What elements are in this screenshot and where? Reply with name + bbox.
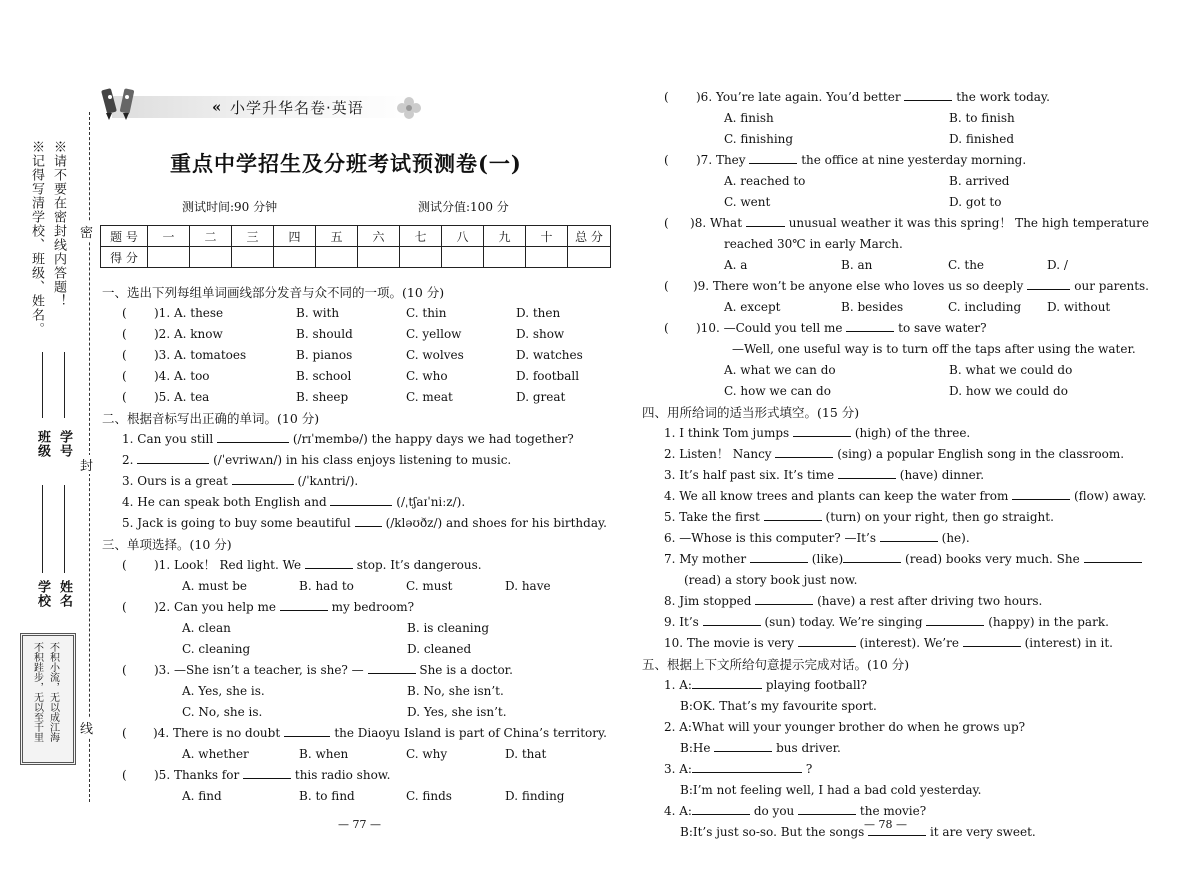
- answer-paren: (: [122, 348, 127, 362]
- question-text: )5. Thanks for: [154, 768, 240, 782]
- question-text: 2. Listen！ Nancy: [664, 447, 772, 461]
- question-text: 2.: [122, 453, 134, 467]
- section-1-list: [102, 303, 607, 408]
- field-line: [42, 352, 43, 418]
- question-text: (/rɪˈmembə/) the happy days we had together?: [292, 432, 574, 446]
- test-score: 测试分值:100 分: [418, 200, 509, 214]
- score-cell: 六: [358, 226, 400, 247]
- question-text: 4. We all know trees and plants can keep the water from: [664, 489, 1009, 503]
- answer-blank[interactable]: [846, 319, 894, 332]
- answer-blank[interactable]: [714, 739, 772, 752]
- score-input-cell[interactable]: [400, 247, 442, 268]
- field-number-label: 学号: [56, 430, 72, 458]
- mc-options: [182, 639, 607, 660]
- answer-paren[interactable]: (: [122, 600, 127, 614]
- answer-blank[interactable]: [798, 802, 856, 815]
- question-text: (turn) on your right, then go straight.: [825, 510, 1054, 524]
- score-input-cell[interactable]: [190, 247, 232, 268]
- dialogue-line-b: [680, 738, 1149, 759]
- answer-blank[interactable]: [330, 493, 392, 506]
- option-c: C. meat: [406, 390, 453, 404]
- question-text: this radio show.: [294, 768, 391, 782]
- option-c: C. the: [948, 258, 985, 272]
- section-4-item: [664, 465, 1149, 486]
- dialogue-text: ?: [805, 762, 813, 776]
- pencil-mascot-icon: [98, 86, 142, 122]
- section-5-title: 五、根据上下文所给句意提示完成对话。(10 分): [642, 657, 910, 672]
- score-input-cell[interactable]: [274, 247, 316, 268]
- seal-char-mi: 密: [80, 222, 93, 241]
- option-c: C. thin: [406, 306, 447, 320]
- dialogue-text: 4. A:: [664, 804, 692, 818]
- dialogue-text: 1. A:: [664, 678, 692, 692]
- dialogue-line-b: [680, 696, 1149, 717]
- score-cell: 八: [442, 226, 484, 247]
- question-text: 1. Can you still: [122, 432, 214, 446]
- mc-options: [724, 360, 1149, 381]
- section-4-item-10: 10. The movie is very (interest). We’re (interest) in it.: [664, 636, 1113, 650]
- question-text: (/ˈevriwʌn/) in his class enjoys listening to music.: [213, 453, 512, 467]
- field-line: [64, 485, 65, 573]
- score-cell: 五: [316, 226, 358, 247]
- section-3-list-continued: [644, 87, 1149, 402]
- section-2-item: [122, 492, 607, 513]
- mc-options: [182, 786, 607, 807]
- mc-question: [664, 318, 1149, 339]
- mc-options: [724, 129, 1149, 150]
- answer-blank[interactable]: [775, 445, 833, 458]
- option-b: B. should: [296, 327, 353, 341]
- side-note-right: ※请不要在密封线内答题！: [50, 140, 66, 308]
- field-line: [42, 485, 43, 573]
- score-cell: 题 号: [101, 226, 148, 247]
- section-1-item: [122, 345, 607, 366]
- answer-paren: (: [122, 306, 127, 320]
- option-d: D. got to: [949, 195, 1002, 209]
- section-2-item: [122, 471, 607, 492]
- dialogue-text: playing football?: [765, 678, 867, 692]
- option-d: D. that: [505, 747, 547, 761]
- score-table-score-row: [101, 247, 611, 268]
- answer-blank[interactable]: [843, 550, 901, 563]
- answer-blank[interactable]: [137, 451, 209, 464]
- question-text: (high) of the three.: [854, 426, 971, 440]
- question-text: )3. —She isn’t a teacher, is she? —: [154, 663, 364, 677]
- field-line: [64, 352, 65, 418]
- answer-paren[interactable]: (: [664, 279, 669, 293]
- score-input-cell[interactable]: [148, 247, 190, 268]
- option-b: B. had to: [299, 579, 354, 593]
- mc-question: [122, 597, 607, 618]
- section-3-list: [102, 555, 607, 807]
- score-table: [100, 225, 611, 268]
- option-b: B. to find: [299, 789, 355, 803]
- answer-paren: (: [122, 390, 127, 404]
- answer-blank[interactable]: [880, 529, 938, 542]
- question-text: 4. He can speak both English and: [122, 495, 327, 509]
- option-a: A. Yes, she is.: [182, 684, 265, 698]
- question-text: (have) dinner.: [899, 468, 985, 482]
- question-text: (he).: [941, 531, 970, 545]
- section-2-list: [102, 429, 607, 534]
- option-d: D. show: [516, 327, 565, 341]
- answer-blank[interactable]: [280, 598, 328, 611]
- question-text: )7. They: [696, 153, 746, 167]
- page-title: 重点中学招生及分班考试预测卷(一): [170, 151, 522, 176]
- question-text: )1. Look！ Red light. We: [154, 558, 302, 572]
- option-d: D. watches: [516, 348, 583, 362]
- question-text: (/ˌtʃaɪˈniːz/).: [396, 495, 466, 509]
- question-text: )2. Can you help me: [154, 600, 277, 614]
- option-d: D. cleaned: [407, 642, 472, 656]
- question-text: the office at nine yesterday morning.: [801, 153, 1027, 167]
- question-text: She is a doctor.: [419, 663, 513, 677]
- answer-paren[interactable]: (: [664, 321, 669, 335]
- option-d: D. football: [516, 369, 580, 383]
- option-b: B. what we could do: [949, 363, 1073, 377]
- option-c: C. who: [406, 369, 448, 383]
- answer-blank[interactable]: [755, 592, 813, 605]
- mc-question: [664, 150, 1149, 171]
- section-2-item: [122, 450, 607, 471]
- left-column: [102, 282, 607, 807]
- section-4-item: [664, 423, 1149, 444]
- option-c: C. cleaning: [182, 642, 251, 656]
- question-text: the Diaoyu Island is part of China’s territory.: [334, 726, 607, 740]
- dialogue-text: bus driver.: [776, 741, 841, 755]
- dialogue-text: the movie?: [859, 804, 927, 818]
- dialogue-text: it are very sweet.: [929, 825, 1036, 839]
- answer-paren[interactable]: (: [122, 726, 127, 740]
- motto-col-2: 不积跬步，无以至千里: [31, 642, 43, 742]
- dialogue-text: 2. A:What will your younger brother do when he grows up?: [664, 720, 1026, 734]
- series-label: 小学升华名卷·英语: [230, 99, 364, 117]
- score-cell: 一: [148, 226, 190, 247]
- question-text: 5. Jack is going to buy some beautiful: [122, 516, 351, 530]
- seal-char-feng: 封: [80, 455, 93, 474]
- option-c: C. must: [406, 579, 453, 593]
- answer-blank[interactable]: [926, 613, 984, 626]
- option-d: D. great: [516, 390, 566, 404]
- dialogue-text: 3. A:: [664, 762, 692, 776]
- score-cell: 九: [484, 226, 526, 247]
- answer-blank[interactable]: [764, 508, 822, 521]
- question-text: (/kləʊðz/) and shoes for his birthday.: [385, 516, 607, 530]
- section-2-item: [122, 429, 607, 450]
- score-table-header-row: [101, 226, 611, 247]
- answer-blank[interactable]: [305, 556, 353, 569]
- answer-blank[interactable]: [793, 424, 851, 437]
- motto-col-1: 不积小流，无以成江海: [47, 642, 59, 742]
- option-b: B. to finish: [949, 111, 1015, 125]
- option-a: A. must be: [182, 579, 247, 593]
- score-cell: 四: [274, 226, 316, 247]
- option-a: A. a: [724, 258, 748, 272]
- option-c: C. wolves: [406, 348, 464, 362]
- option-c: C. why: [406, 747, 448, 761]
- option-b: B. arrived: [949, 174, 1010, 188]
- answer-blank[interactable]: [963, 634, 1021, 647]
- answer-blank[interactable]: [1027, 277, 1070, 290]
- section-1-title: 一、选出下列每组单词画线部分发音与众不同的一项。(10 分): [102, 285, 445, 300]
- dialogue-text: B:He: [680, 741, 711, 755]
- score-input-cell[interactable]: [442, 247, 484, 268]
- mc-question: [122, 765, 607, 786]
- answer-blank[interactable]: [1084, 550, 1142, 563]
- score-cell: 得 分: [101, 247, 148, 268]
- test-time: 测试时间:90 分钟: [182, 200, 278, 214]
- answer-blank[interactable]: [284, 724, 331, 737]
- mc-question: [664, 87, 1149, 108]
- question-text: )4. A. too: [154, 369, 210, 383]
- option-c: C. went: [724, 195, 771, 209]
- option-a: A. whether: [182, 747, 249, 761]
- dialogue-text: B:It’s just so-so. But the songs: [680, 825, 865, 839]
- dialogue-line-a: [664, 717, 1149, 738]
- mc-options: [182, 681, 607, 702]
- score-input-cell[interactable]: [358, 247, 400, 268]
- section-2-item: [122, 513, 607, 534]
- question-text: stop. It’s dangerous.: [356, 558, 482, 572]
- mc-options: [182, 702, 607, 723]
- section-1-item: [122, 303, 607, 324]
- answer-blank[interactable]: [749, 151, 797, 164]
- question-text: my bedroom?: [331, 600, 415, 614]
- side-note-left: ※记得写清学校、班级、姓名。: [28, 140, 44, 336]
- section-4-title: 四、用所给词的适当形式填空。(15 分): [642, 405, 860, 420]
- answer-paren[interactable]: (: [122, 663, 127, 677]
- option-d: D. how we could do: [949, 384, 1068, 398]
- seal-char-xian: 线: [80, 718, 93, 737]
- page-number-right: — 78 —: [864, 818, 907, 831]
- option-d: D. finished: [949, 132, 1015, 146]
- answer-blank[interactable]: [904, 88, 952, 101]
- option-b: B. with: [296, 306, 340, 320]
- option-b: B. pianos: [296, 348, 353, 362]
- question-text: (flow) away.: [1074, 489, 1147, 503]
- mc-question: [122, 660, 607, 681]
- mc-question: [122, 555, 607, 576]
- motto-box: [20, 633, 76, 765]
- dialogue-text: B:OK. That’s my favourite sport.: [680, 699, 877, 713]
- banner-arrow-icon: «: [212, 98, 222, 116]
- option-d: D. Yes, she isn’t.: [407, 705, 507, 719]
- mc-options: [724, 171, 1149, 192]
- question-text: )9. There won’t be anyone else who loves us so deeply: [692, 279, 1024, 293]
- mc-options: [724, 381, 1149, 402]
- option-b: B. sheep: [296, 390, 349, 404]
- mc-question-cont: reached 30℃ in early March.: [724, 237, 903, 251]
- option-b: B. school: [296, 369, 352, 383]
- question-text: )2. A. know: [154, 327, 223, 341]
- option-a: A. find: [182, 789, 222, 803]
- dialogue-line-b: [680, 822, 1149, 843]
- mc-options: [182, 744, 607, 765]
- flower-icon: [394, 94, 424, 122]
- question-text: )5. A. tea: [154, 390, 210, 404]
- answer-blank[interactable]: [746, 214, 785, 227]
- section-4-item: [664, 486, 1149, 507]
- score-input-cell[interactable]: [568, 247, 611, 268]
- option-d: D. /: [1047, 258, 1068, 272]
- option-b: B. is cleaning: [407, 621, 490, 635]
- mc-question-cont: —Well, one useful way is to turn off the taps after using the water.: [732, 342, 1136, 356]
- section-4-item-9: 9. It’s (sun) today. We’re singing (happy) in the park.: [664, 615, 1109, 629]
- section-4-item-7-cont: (read) a story book just now.: [684, 573, 858, 587]
- question-text: )4. There is no doubt: [153, 726, 281, 740]
- question-text: )10. —Could you tell me: [696, 321, 843, 335]
- answer-blank[interactable]: [692, 676, 762, 689]
- option-c: C. finishing: [724, 132, 794, 146]
- mc-question: [122, 723, 607, 744]
- option-a: A. finish: [724, 111, 774, 125]
- question-text: to save water?: [898, 321, 987, 335]
- option-c: C. yellow: [406, 327, 462, 341]
- option-b: B. an: [841, 258, 873, 272]
- option-a: A. clean: [182, 621, 231, 635]
- question-text: (/ˈkʌntri/).: [297, 474, 359, 488]
- score-input-cell[interactable]: [484, 247, 526, 268]
- section-4-list: [664, 423, 1149, 549]
- score-cell: 十: [526, 226, 568, 247]
- answer-blank[interactable]: [692, 760, 802, 773]
- option-d: D. without: [1047, 300, 1111, 314]
- dialogue-text: B:I’m not feeling well, I had a bad cold yesterday.: [680, 783, 982, 797]
- score-cell: 三: [232, 226, 274, 247]
- question-text: )1. A. these: [154, 306, 224, 320]
- option-b: B. when: [299, 747, 349, 761]
- question-text: )3. A. tomatoes: [154, 348, 247, 362]
- section-4-item-7: 7. My mother (like) (read) books very much. She: [664, 549, 1149, 570]
- answer-blank[interactable]: [703, 613, 761, 626]
- page-number-left: — 77 —: [338, 818, 381, 831]
- score-cell: 总 分: [568, 226, 611, 247]
- option-c: C. including: [948, 300, 1022, 314]
- question-text: )6. You’re late again. You’d better: [696, 90, 901, 104]
- section-1-item: [122, 387, 607, 408]
- option-a: A. what we can do: [724, 363, 836, 377]
- section-4-item: [664, 444, 1149, 465]
- answer-blank[interactable]: [798, 634, 856, 647]
- field-name-label: 姓名: [56, 580, 72, 608]
- answer-paren: (: [122, 327, 127, 341]
- dialogue-line-a: [664, 759, 1149, 780]
- question-text: 3. Ours is a great: [122, 474, 228, 488]
- option-b: B. besides: [841, 300, 904, 314]
- question-text: unusual weather it was this spring！ The high temperature: [788, 216, 1149, 230]
- answer-paren[interactable]: (: [122, 768, 127, 782]
- section-1-item: [122, 324, 607, 345]
- question-text: )8. What: [690, 216, 743, 230]
- answer-paren[interactable]: (: [664, 153, 669, 167]
- field-class-label: 班级: [34, 430, 50, 458]
- field-school-label: 学校: [34, 580, 50, 608]
- dialogue-line-b: [680, 780, 1149, 801]
- mc-options: [724, 255, 1149, 276]
- score-input-cell[interactable]: [232, 247, 274, 268]
- option-a: A. reached to: [724, 174, 806, 188]
- question-text: (sing) a popular English song in the classroom.: [837, 447, 1125, 461]
- option-c: C. No, she is.: [182, 705, 263, 719]
- mc-question: [664, 213, 1149, 234]
- option-d: D. then: [516, 306, 561, 320]
- dialogue-line-a: [664, 675, 1149, 696]
- section-4-item-8: 8. Jim stopped (have) a rest after driving two hours.: [664, 594, 1043, 608]
- mc-options: [724, 297, 1149, 318]
- answer-blank[interactable]: [368, 661, 416, 674]
- answer-blank[interactable]: [217, 430, 289, 443]
- mc-options: [724, 192, 1149, 213]
- option-a: A. except: [724, 300, 781, 314]
- section-4-item: [664, 507, 1149, 528]
- answer-blank[interactable]: [355, 514, 382, 527]
- mc-options: [182, 576, 607, 597]
- answer-blank[interactable]: [232, 472, 294, 485]
- option-c: C. finds: [406, 789, 452, 803]
- option-d: D. have: [505, 579, 551, 593]
- mc-question: [664, 276, 1149, 297]
- answer-paren: (: [122, 369, 127, 383]
- answer-blank[interactable]: [692, 802, 750, 815]
- section-2-title: 二、根据音标写出正确的单词。(10 分): [102, 411, 320, 426]
- option-c: C. how we can do: [724, 384, 831, 398]
- question-text: 5. Take the first: [664, 510, 760, 524]
- section-4-item: [664, 528, 1149, 549]
- dialogue-text: do you: [753, 804, 795, 818]
- section-1-item: [122, 366, 607, 387]
- option-b: B. No, she isn’t.: [407, 684, 504, 698]
- answer-blank[interactable]: [243, 766, 291, 779]
- answer-blank[interactable]: [1012, 487, 1070, 500]
- right-column: [644, 87, 1149, 843]
- answer-paren[interactable]: (: [664, 90, 669, 104]
- question-text: 1. I think Tom jumps: [664, 426, 790, 440]
- mc-options: [182, 618, 607, 639]
- question-text: 3. It’s half past six. It’s time: [664, 468, 835, 482]
- section-3-title: 三、单项选择。(10 分): [102, 537, 232, 552]
- score-cell: 七: [400, 226, 442, 247]
- score-cell: 二: [190, 226, 232, 247]
- answer-blank[interactable]: [838, 466, 896, 479]
- score-input-cell[interactable]: [526, 247, 568, 268]
- option-d: D. finding: [505, 789, 565, 803]
- question-text: 6. —Whose is this computer? —It’s: [664, 531, 876, 545]
- question-text: the work today.: [956, 90, 1050, 104]
- answer-paren[interactable]: (: [122, 558, 127, 572]
- answer-paren[interactable]: (: [664, 216, 669, 230]
- answer-blank[interactable]: [750, 550, 808, 563]
- score-input-cell[interactable]: [316, 247, 358, 268]
- question-text: our parents.: [1074, 279, 1149, 293]
- mc-options: [724, 108, 1149, 129]
